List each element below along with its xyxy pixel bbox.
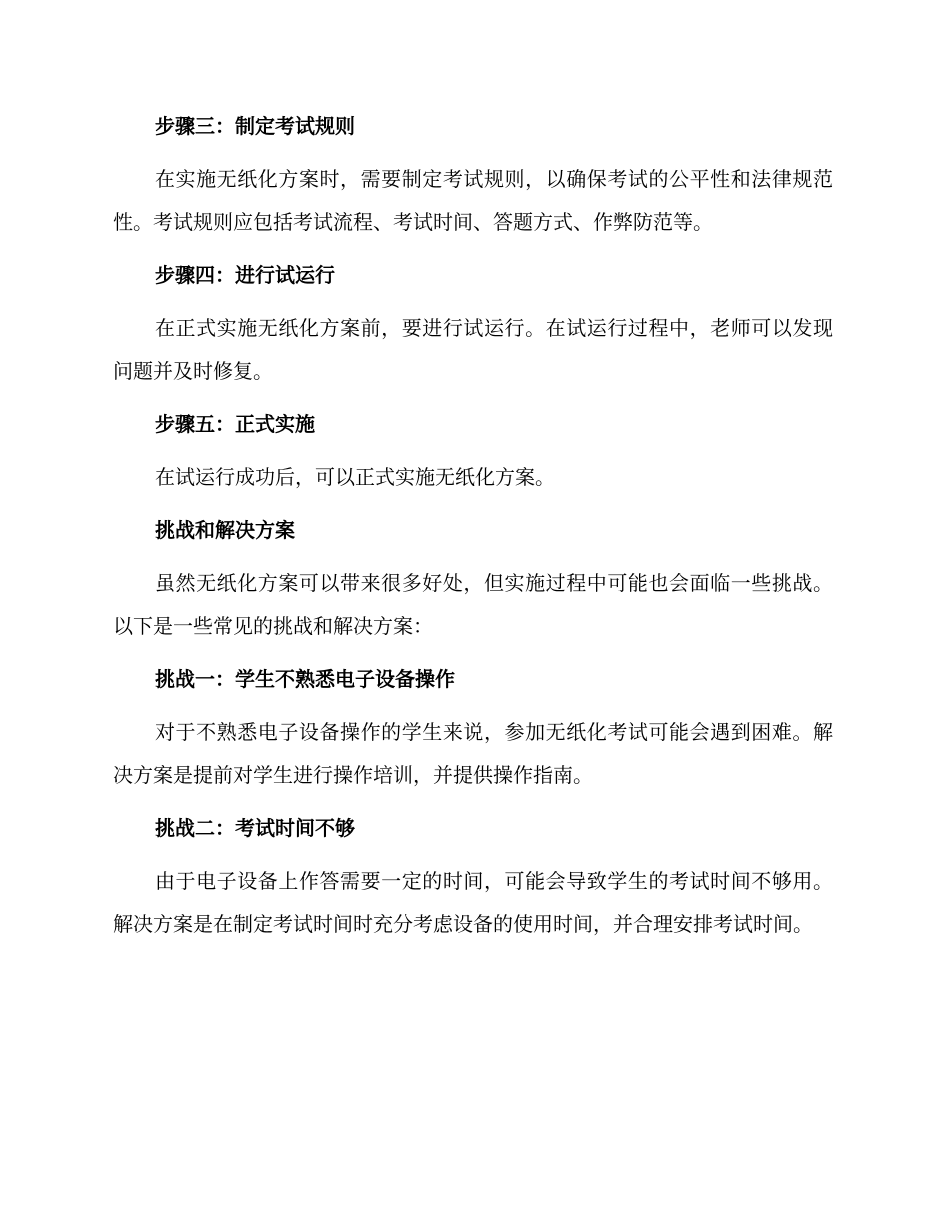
section-heading-step-5: 步骤五：正式实施 <box>155 412 315 436</box>
paragraph-challenges-intro: 虽然无纸化方案可以带来很多好处，但实施过程中可能也会面临一些挑战。以下是一些常见的挑战和解决方案： <box>113 571 833 638</box>
paragraph-step-3: 在实施无纸化方案时，需要制定考试规则，以确保考试的公平性和法律规范性。考试规则应包括考试流程、考试时间、答题方式、作弊防范等。 <box>113 167 833 234</box>
section-heading-step-4: 步骤四：进行试运行 <box>155 263 335 287</box>
paragraph-step-5: 在试运行成功后，可以正式实施无纸化方案。 <box>155 465 555 489</box>
section-heading-challenges: 挑战和解决方案 <box>155 518 295 542</box>
paragraph-step-4: 在正式实施无纸化方案前，要进行试运行。在试运行过程中，老师可以发现问题并及时修复。 <box>113 316 833 383</box>
section-heading-challenge-2: 挑战二：考试时间不够 <box>155 816 355 840</box>
document-body <box>113 105 833 956</box>
paragraph-challenge-2: 由于电子设备上作答需要一定的时间，可能会导致学生的考试时间不够用。解决方案是在制定考试时间时充分考虑设备的使用时间，并合理安排考试时间。 <box>113 869 833 936</box>
section-heading-challenge-1: 挑战一：学生不熟悉电子设备操作 <box>155 667 455 691</box>
section-heading-step-3: 步骤三：制定考试规则 <box>155 114 355 138</box>
paragraph-challenge-1: 对于不熟悉电子设备操作的学生来说，参加无纸化考试可能会遇到困难。解决方案是提前对学生进行操作培训，并提供操作指南。 <box>113 720 833 787</box>
